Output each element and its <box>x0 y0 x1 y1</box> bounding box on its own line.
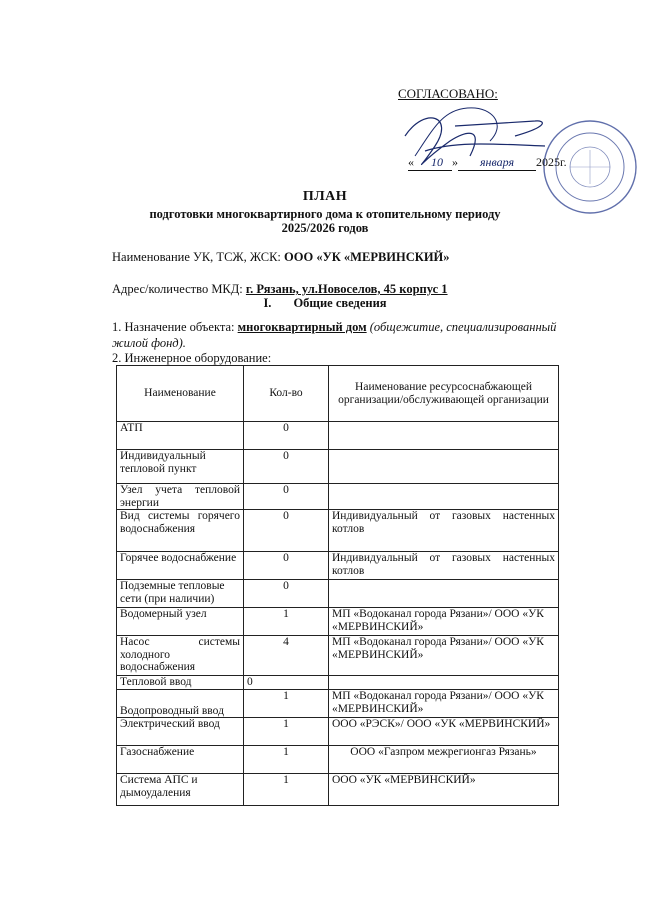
cell-qty: 1 <box>244 690 329 718</box>
table-row <box>117 484 559 510</box>
cell-name: Водомерный узел <box>117 608 244 636</box>
item-2: 2. Инженерное оборудование: <box>112 351 272 365</box>
cell-name: Горячее водоснабжение <box>117 552 244 580</box>
document-title: ПЛАН <box>302 189 348 204</box>
table-row <box>117 450 559 484</box>
table-row <box>117 510 559 552</box>
org-line <box>112 250 450 265</box>
cell-org <box>329 422 559 450</box>
table-row <box>117 608 559 636</box>
header-name: Наименование <box>117 366 244 422</box>
section-number: I. <box>263 296 272 310</box>
item-1 <box>112 320 592 335</box>
cell-org: ООО «Газпром межрегионгаз Рязань» <box>329 746 559 774</box>
cell-name: Система АПС и дымоудаления <box>117 774 244 806</box>
cell-qty: 4 <box>244 636 329 676</box>
item1-label: 1. Назначение объекта: <box>112 320 235 334</box>
cell-org: ООО «УК «МЕРВИНСКИЙ» <box>329 774 559 806</box>
cell-org: ООО «РЭСК»/ ООО «УК «МЕРВИНСКИЙ» <box>329 718 559 746</box>
address-value: г. Рязань, ул.Новоселов, 45 корпус 1 <box>245 282 448 296</box>
cell-name: Газоснабжение <box>117 746 244 774</box>
cell-name: Индивидуальный тепловой пункт <box>117 450 244 484</box>
cell-org: МП «Водоканал города Рязани»/ ООО «УК «МЕРВИНСКИЙ» <box>329 690 559 718</box>
date-day: 10 <box>422 155 452 171</box>
cell-qty: 0 <box>244 422 329 450</box>
cell-name: Вид системы горячего водоснабжения <box>117 510 244 552</box>
date-open-quote: « <box>408 155 422 171</box>
table-row <box>117 580 559 608</box>
table-row <box>117 718 559 746</box>
item1-note-cont: жилой фонд). <box>112 336 186 350</box>
cell-name: Подземные тепловые сети (при наличии) <box>117 580 244 608</box>
cell-org <box>329 580 559 608</box>
cell-qty: 1 <box>244 746 329 774</box>
cell-org <box>329 676 559 690</box>
cell-org <box>329 484 559 510</box>
org-label: Наименование УК, ТСЖ, ЖСК: <box>112 250 281 264</box>
document-subtitle <box>0 207 650 235</box>
table-row <box>117 690 559 718</box>
approval-date <box>408 155 567 171</box>
cell-qty: 0 <box>244 552 329 580</box>
address-label: Адрес/количество МКД: <box>112 282 243 296</box>
cell-org <box>329 450 559 484</box>
header-qty: Кол-во <box>244 366 329 422</box>
org-value: ООО «УК «МЕРВИНСКИЙ» <box>284 250 450 264</box>
subtitle-line-1: подготовки многоквартирного дома к отопительному периоду <box>149 207 501 221</box>
cell-name: Насос системы холодного водоснабжения <box>117 636 244 676</box>
section-heading <box>0 296 650 311</box>
table-row <box>117 676 559 690</box>
cell-qty: 1 <box>244 608 329 636</box>
table-header-row <box>117 366 559 422</box>
cell-qty: 1 <box>244 774 329 806</box>
cell-qty: 0 <box>244 676 329 690</box>
cell-name: Тепловой ввод <box>117 676 244 690</box>
subtitle-line-2: 2025/2026 годов <box>281 221 369 235</box>
table-row <box>117 774 559 806</box>
cell-org: МП «Водоканал города Рязани»/ ООО «УК «МЕРВИНСКИЙ» <box>329 608 559 636</box>
approval-label: СОГЛАСОВАНО: <box>398 86 498 101</box>
address-line <box>112 282 448 297</box>
cell-qty: 0 <box>244 450 329 484</box>
section-title: Общие сведения <box>293 296 387 310</box>
item1-note: (общежитие, специализированный <box>369 320 557 334</box>
table-row <box>117 552 559 580</box>
date-year: 2025г. <box>536 155 567 169</box>
cell-name: Водопроводный ввод <box>117 690 244 718</box>
cell-org: МП «Водоканал города Рязани»/ ООО «УК «МЕРВИНСКИЙ» <box>329 636 559 676</box>
cell-org: Индивидуальный от газовых настенных котлов <box>329 510 559 552</box>
cell-qty: 0 <box>244 510 329 552</box>
cell-qty: 0 <box>244 580 329 608</box>
cell-name: Узел учета тепловой энергии <box>117 484 244 510</box>
cell-qty: 1 <box>244 718 329 746</box>
table-row <box>117 746 559 774</box>
header-org: Наименование ресурсоснабжающей организации/обслуживающей организации <box>329 366 559 422</box>
item1-value: многоквартирный дом <box>237 320 367 334</box>
equipment-table <box>116 365 559 806</box>
table-row <box>117 636 559 676</box>
date-month: января <box>458 155 536 171</box>
date-close-quote: » <box>452 155 458 169</box>
cell-name: Электрический ввод <box>117 718 244 746</box>
cell-qty: 0 <box>244 484 329 510</box>
table-row <box>117 422 559 450</box>
cell-org: Индивидуальный от газовых настенных котлов <box>329 552 559 580</box>
cell-name: АТП <box>117 422 244 450</box>
